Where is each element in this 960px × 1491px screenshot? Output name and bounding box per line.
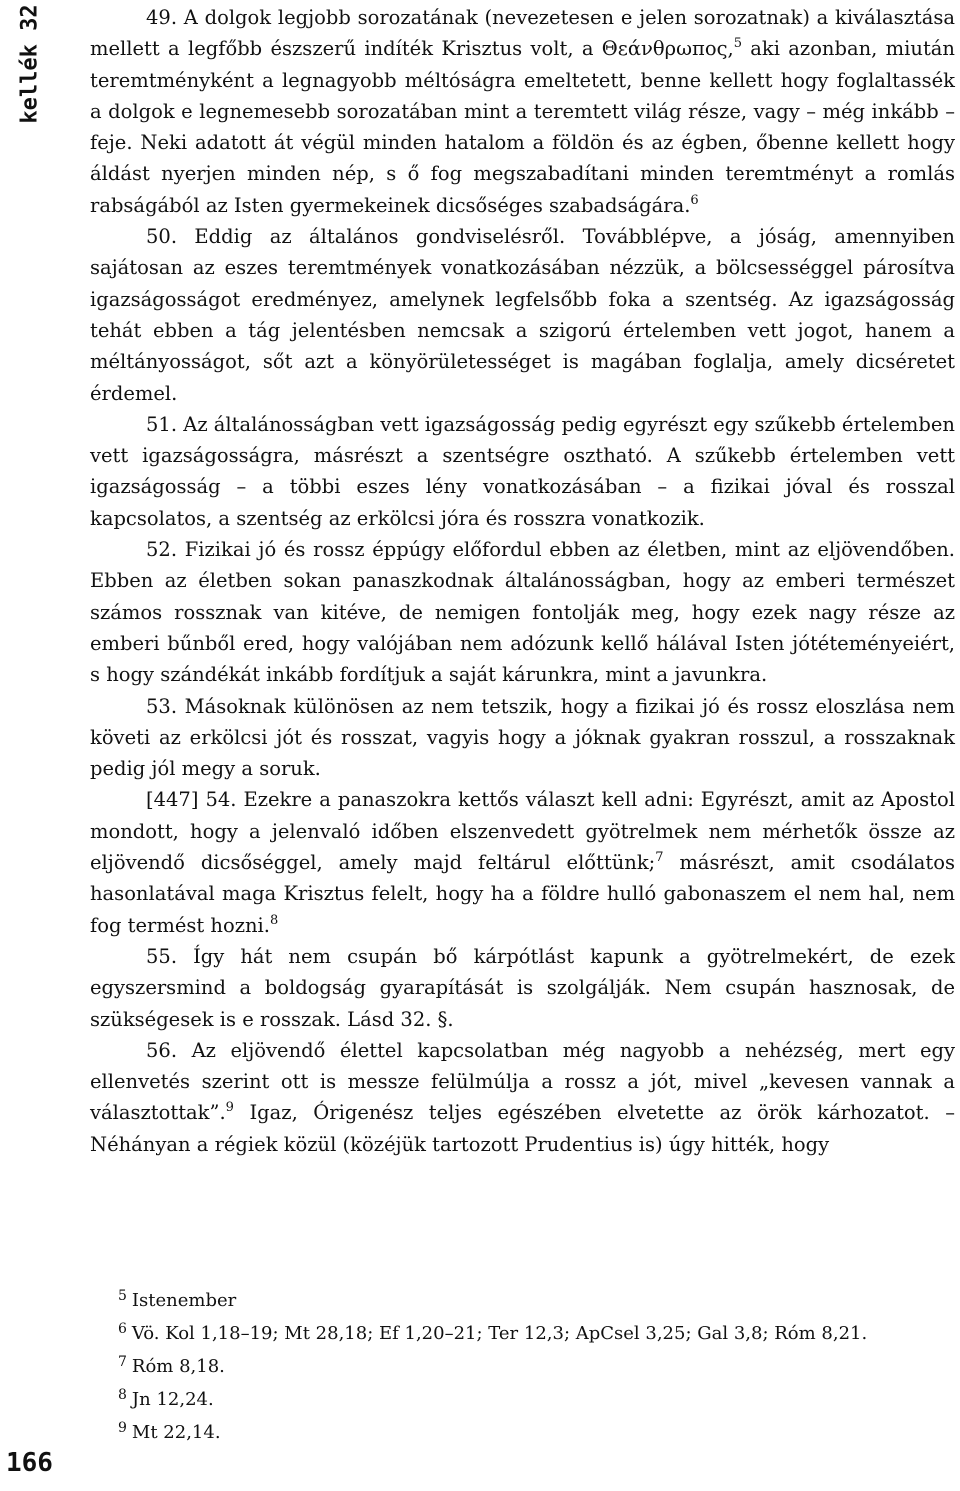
footnote-ref-7[interactable]: 7 (655, 850, 664, 866)
paragraph-55: 55. Így hát nem csupán bő kárpótlást kapunk a gyötrelmekért, de ezek egyszersmind a boldogság gyarapítását is szolgálják. Nem csupán hasznosak, de szükségesek is e rosszak. Lásd 32. §. (90, 944, 955, 1031)
footnote-ref-6[interactable]: 6 (690, 192, 699, 208)
paragraph-53: 53. Másoknak különösen az nem tetszik, hogy a fizikai jó és rossz eloszlása nem követi az erkölcsi jót és rosszat, vagyis hogy a jóknak gyakran rosszul, a rosszaknak pedig jól megy a soruk. (90, 694, 955, 781)
footnote-ref-5[interactable]: 5 (733, 36, 742, 52)
footnote: $^7$ Róm 8,18. (118, 1354, 225, 1377)
paragraph-51: 51. Az általánosságban vett igazságosság pedig egyrészt egy szűkebb értelemben vett igazságosságra, másrészt a szentségre osztható. A szűkebb értelemben vett igazságosság – a többi eszes lény vonatkozásában – a fizikai jóval és rosszal kapcsolatos, a szentség az erkölcsi jóra és rosszra vonatkozik. (90, 412, 955, 530)
footnote: $^6$ Vö. Kol 1,18–19; Mt 28,18; Ef 1,20–21; Ter 12,3; ApCsel 3,25; Gal 3,8; Róm 8,21. (118, 1321, 868, 1344)
journal-label: kellék 32 (17, 4, 43, 124)
paragraph-50: 50. Eddig az általános gondviselésről. Továbblépve, a jóság, amennyiben sajátosan az eszes teremtmények vonatkozásában nézzük, a bölcsességgel párosítva igazságosságot eredményez, amelynek legfelsőbb foka a szentség. Az igazságosság tehát ebben a tág jelentésben nemcsak a szigorú értelemben vett jogot, hanem a méltányosságot, sőt azt a könyörületességet is magában foglalja, amely dicséretet érdemel. (90, 225, 955, 405)
paragraph-49: 49. A dolgok legjobb sorozatának (nevezetesen e jelen sorozatnak) a kiválasztása mellett a legfőbb észszerű indíték Krisztus volt, a Θεάνθρωπος,$^5$ aki azonban, miután teremtményként a legnagyobb méltóságra emeltetett, benne kellett hogy foglaltassék a dolgok e legnemesebb sorozatában mint a teremtett világ része, vagy – még inkább – feje. Neki adatott át végül minden hatalom a földön és az égben, őbenne kellett hogy áldást nyerjen minden nép, s ő fog megszabadítani minden teremtményt a romlás rabságából az Isten gyermekeinek dicsőséges szabadságára.$^6$ (90, 6, 955, 217)
footnotes (118, 1282, 958, 1447)
footnote: $^5$ Istenember (118, 1288, 237, 1311)
footnote-ref-8[interactable]: 8 (269, 912, 279, 928)
footnote: $^8$ Jn 12,24. (118, 1387, 214, 1410)
page-number: 166 (6, 1448, 53, 1478)
running-header (0, 4, 60, 124)
paragraph-54: [447] 54. Ezekre a panaszokra kettős választ kell adni: Egyrészt, amit az Apostol mondott, hogy a jelenvaló időben elszenvedett gyötrelmek nem mérhetők össze az eljövendő dicsőséggel, amely majd feltárul előttünk;$^7$ másrészt, amit csodálatos hasonlatával maga Krisztus felelt, hogy ha a földre hulló gabonaszem el nem hal, nem fog termést hozni.$^8$ (90, 788, 956, 937)
body-text (90, 2, 955, 1160)
footnote-ref-9[interactable]: 9 (225, 1100, 234, 1116)
paragraph-56: 56. Az eljövendő élettel kapcsolatban még nagyobb a nehézség, mert egy ellenvetés szerint ott is messze felülmúlja a rossz a jót, mivel „kevesen vannak a választottak”.$^9$ Igaz, Órigenész teljes egészében elvetette az örök kárhozatot. – Néhányan a régiek közül (közéjük tartozott Prudentius is) úgy hitték, hogy (90, 1038, 955, 1156)
paragraph-52: 52. Fizikai jó és rossz éppúgy előfordul ebben az életben, mint az eljövendőben. Ebben az életben sokan panaszkodnak általánosságban, hogy az emberi természet számos rossznak van kitéve, de nemigen fontolják meg, hogy ezek nagy része az emberi bűnből ered, hogy valójában nem adózunk kellő hálával Isten jótéteményeiért, s hogy szándékát inkább fordítjuk a saját kárunkra, mint a javunkra. (90, 538, 955, 687)
footnote: $^9$ Mt 22,14. (118, 1420, 221, 1443)
